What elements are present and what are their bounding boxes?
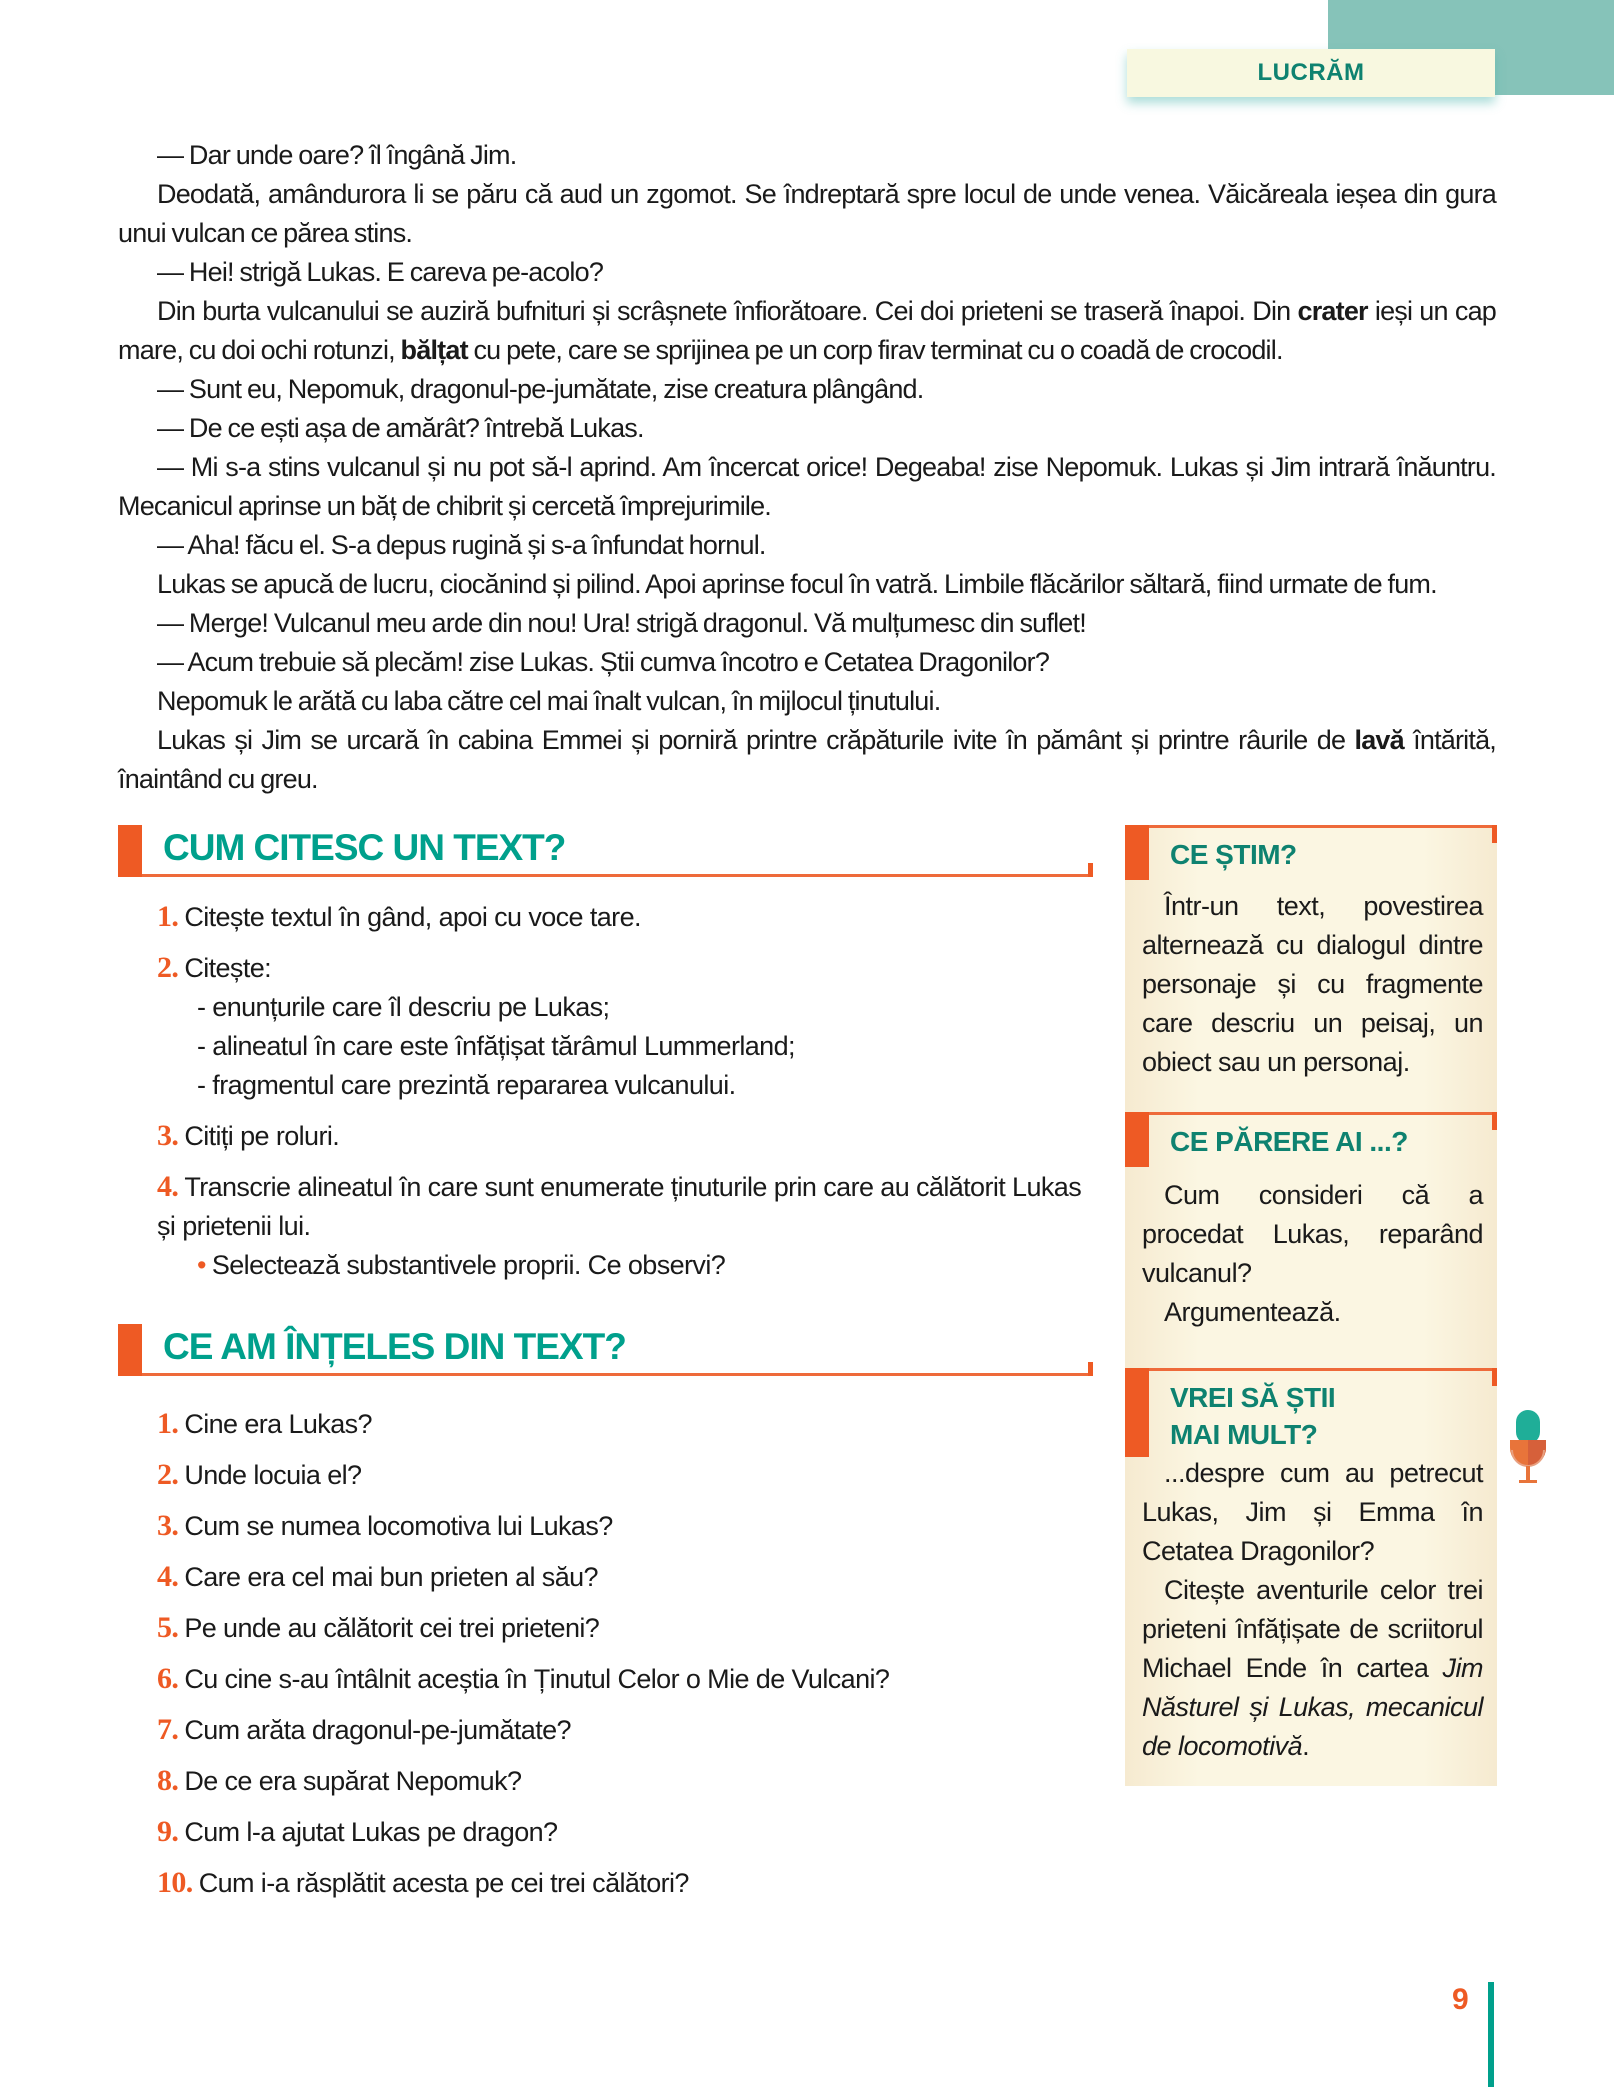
item-number: 6. [157, 1662, 179, 1695]
item-text: Cum se numea locomotiva lui Lukas? [184, 1511, 613, 1541]
lower-content [118, 825, 1497, 1914]
story-paragraph: — Hei! strigă Lukas. E careva pe-acolo? [157, 257, 604, 287]
bullet-item [157, 1246, 1090, 1285]
item-number: 9. [157, 1815, 179, 1848]
item-text: Transcrie alineatul în care sunt enumerate ținuturile prin care au călătorit Lukas și prietenii lui. [157, 1172, 1082, 1241]
heading-text [1170, 1379, 1335, 1453]
sidebar-heading-ce-parere [1125, 1112, 1497, 1164]
item-number: 3. [157, 1119, 179, 1152]
item-text: Pe unde au călătorit cei trei prieteni? [184, 1613, 600, 1643]
list-item [157, 1761, 1090, 1801]
list-item [157, 1167, 1090, 1285]
sub-item: - fragmentul care prezintă repararea vulcanului. [197, 1070, 736, 1100]
item-text: Citește: [184, 953, 272, 983]
section-tag-label: LUCRĂM [1257, 59, 1365, 86]
item-number: 4. [157, 1560, 179, 1593]
item-text: Cum i-a răsplătit acesta pe cei trei călători? [198, 1868, 689, 1898]
text-run: Citește aventurile celor trei prieteni înfățișate de scriitorul Michael Ende în cartea [1142, 1575, 1483, 1683]
sidebar-text: Argumentează. [1164, 1297, 1341, 1327]
sub-item: - alineatul în care este înfățișat tărâmul Lummerland; [197, 1031, 795, 1061]
item-text: Citește textul în gând, apoi cu voce tare. [184, 902, 641, 932]
story-paragraph: — Sunt eu, Nepomuk, dragonul-pe-jumătate, zise creatura plângând. [157, 374, 924, 404]
heading-text: CE PĂRERE AI ...? [1170, 1126, 1408, 1157]
text-run: întărită, înaintând cu greu. [118, 725, 1496, 794]
item-number: 7. [157, 1713, 179, 1746]
story-paragraph [118, 721, 1496, 799]
list-item [157, 1455, 1090, 1495]
sidebar-section [1125, 1454, 1497, 1766]
exercises-column [118, 825, 1090, 1914]
key-word: lavă [1354, 725, 1404, 755]
item-number: 2. [157, 1458, 179, 1491]
list-item [157, 1659, 1090, 1699]
story-paragraph: — Merge! Vulcanul meu arde din nou! Ura! strigă dragonul. Vă mulțumesc din suflet! [157, 608, 1086, 638]
item-number: 1. [157, 900, 179, 933]
item-text: De ce era supărat Nepomuk? [184, 1766, 522, 1796]
item-text: Care era cel mai bun prieten al său? [184, 1562, 598, 1592]
sidebar-heading-ce-stim [1125, 825, 1497, 877]
item-text: Cum arăta dragonul-pe-jumătate? [184, 1715, 571, 1745]
heading-text: CE ȘTIM? [1170, 839, 1297, 870]
item-number: 10. [157, 1866, 193, 1899]
item-text: Unde locuia el? [184, 1460, 362, 1490]
list-item [157, 1710, 1090, 1750]
story-text [118, 136, 1496, 799]
section-heading-comprehension [118, 1324, 1090, 1376]
list-item [157, 1506, 1090, 1546]
item-number: 4. [157, 1170, 179, 1203]
item-number: 1. [157, 1407, 179, 1440]
item-text: Citiți pe roluri. [184, 1121, 340, 1151]
reading-tasks-list [157, 897, 1090, 1285]
heading-line: MAI MULT? [1170, 1419, 1318, 1450]
heading-line: VREI SĂ ȘTII [1170, 1382, 1336, 1413]
book-title: Jim Năsturel și Lukas, mecanicul de locomotivă [1142, 1653, 1483, 1761]
text-run: cu pete, care se sprijinea pe un corp firav terminat cu o coadă de crocodil. [467, 335, 1283, 365]
section-tag [1127, 49, 1495, 97]
sidebar-section [1125, 1176, 1497, 1332]
item-text: Cu cine s-au întâlnit aceștia în Ținutul Celor o Mie de Vulcani? [184, 1664, 890, 1694]
page-footer [0, 1977, 1614, 2087]
item-number: 5. [157, 1611, 179, 1644]
text-run: Din burta vulcanului se auziră bufnituri și scrâșnete înfiorătoare. Cei doi prieteni se traseră înapoi. Din [157, 296, 1298, 326]
story-paragraph: — Acum trebuie să plecăm! zise Lukas. Știi cumva încotro e Cetatea Dragonilor? [157, 647, 1050, 677]
text-run: . [1302, 1731, 1310, 1761]
story-paragraph: — Dar unde oare? îl îngână Jim. [157, 140, 517, 170]
page-number-bar [1488, 1982, 1494, 2087]
list-item [157, 1116, 1090, 1156]
item-number: 3. [157, 1509, 179, 1542]
microphone-icon [1508, 1410, 1548, 1486]
story-paragraph: Lukas se apucă de lucru, ciocănind și pilind. Apoi aprinse focul în vatră. Limbile flăcărilor săltară, fiind urmate de fum. [157, 569, 1437, 599]
story-paragraph: — Mi s-a stins vulcanul și nu pot să-l aprind. Am încercat orice! Degeaba! zise Nepomuk. Lukas și Jim intrară înăuntru. Mecanicul aprinse un băț de chibrit și cercetă împrejurimile. [118, 452, 1496, 521]
sidebar-heading-vrei-sa-stii [1125, 1368, 1497, 1454]
list-item [157, 1404, 1090, 1444]
list-item [157, 1812, 1090, 1852]
key-word: bălțat [400, 335, 468, 365]
list-item [157, 948, 1090, 1105]
item-number: 2. [157, 951, 179, 984]
spacer [118, 1296, 1090, 1324]
section-title: CE AM ÎNȚELES DIN TEXT? [163, 1326, 626, 1367]
bullet-icon: • [197, 1250, 206, 1280]
list-item [157, 1863, 1090, 1903]
text-run: Lukas și Jim se urcară în cabina Emmei și porniră printre crăpăturile ivite în pământ și printre râurile de [157, 725, 1355, 755]
sidebar-text [1142, 1571, 1483, 1766]
section-title: CUM CITESC UN TEXT? [163, 827, 566, 868]
story-paragraph: — De ce ești așa de amărât? întrebă Lukas. [157, 413, 644, 443]
section-heading-reading [118, 825, 1090, 877]
item-text: Cine era Lukas? [184, 1409, 372, 1439]
sidebar-text: Cum consideri că a procedat Lukas, reparând vulcanul? [1142, 1180, 1483, 1288]
sidebar-text: Într-un text, povestirea alternează cu dialogul dintre personaje și cu fragmente care descriu un peisaj, un obiect sau un personaj. [1142, 891, 1483, 1077]
story-paragraph: Deodată, amândurora li se păru că aud un zgomot. Se îndreptară spre locul de unde venea. Văicăreala ieșea din gura unui vulcan ce părea stins. [118, 179, 1496, 248]
page-number: 9 [1452, 1983, 1469, 2016]
text-run: ieși un cap mare, cu doi ochi rotunzi, [118, 296, 1496, 365]
sub-item: - enunțurile care îl descriu pe Lukas; [197, 992, 610, 1022]
sidebar-section [1125, 887, 1497, 1082]
item-number: 8. [157, 1764, 179, 1797]
key-word: crater [1297, 296, 1368, 326]
list-item [157, 897, 1090, 937]
sidebar-box [1125, 825, 1497, 1786]
sidebar-wrapper [1125, 825, 1497, 1786]
bullet-text: Selectează substantivele proprii. Ce observi? [211, 1250, 726, 1280]
list-item [157, 1608, 1090, 1648]
sidebar-text: ...despre cum au petrecut Lukas, Jim și Emma în Cetatea Dragonilor? [1142, 1458, 1483, 1566]
list-item [157, 1557, 1090, 1597]
story-paragraph [118, 292, 1496, 370]
story-paragraph: Nepomuk le arătă cu laba către cel mai înalt vulcan, în mijlocul ținutului. [157, 686, 941, 716]
item-text: Cum l-a ajutat Lukas pe dragon? [184, 1817, 558, 1847]
comprehension-questions-list [157, 1404, 1090, 1903]
story-paragraph: — Aha! făcu el. S-a depus rugină și s-a înfundat hornul. [157, 530, 766, 560]
